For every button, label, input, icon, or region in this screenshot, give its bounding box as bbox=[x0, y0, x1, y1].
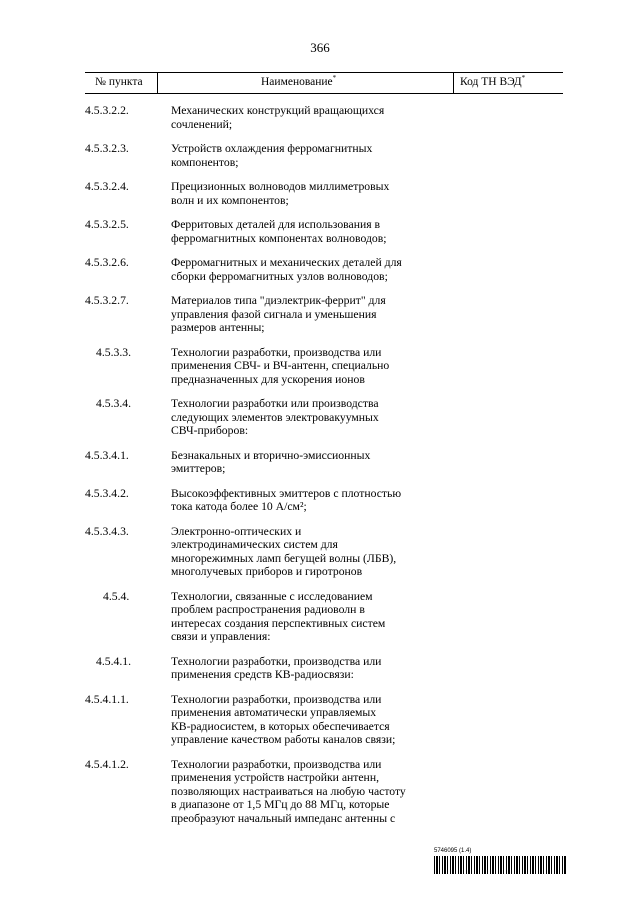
barcode-image bbox=[434, 856, 566, 874]
item-number: 4.5.3.4.2. bbox=[85, 486, 129, 500]
item-text bbox=[171, 655, 441, 682]
item-text-line: волн и их компонентов; bbox=[171, 193, 289, 207]
item-text-line: управления фазой сигнала и уменьшения bbox=[171, 307, 377, 321]
item-text-line: сочленений; bbox=[171, 117, 233, 131]
page-number: 366 bbox=[310, 40, 330, 55]
item-text-line: управление качеством работы каналов связи; bbox=[171, 733, 396, 746]
item-number: 4.5.3.4.3. bbox=[85, 524, 129, 538]
item-text-line: ферромагнитных компонентах волноводов; bbox=[171, 231, 387, 245]
item-text-line: тока катода более 10 А/см²; bbox=[171, 500, 307, 513]
item-number: 4.5.3.2.6. bbox=[85, 256, 129, 269]
item-text bbox=[171, 346, 441, 387]
item-text-line: компонентов; bbox=[171, 155, 239, 169]
table-row bbox=[85, 218, 563, 245]
item-text-line: проблем распространения радиоволн в bbox=[171, 603, 365, 616]
item-text-line: размеров антенны; bbox=[171, 321, 265, 334]
table-row bbox=[85, 104, 563, 131]
item-text-line: многолучевых приборов и гиротронов bbox=[171, 565, 363, 578]
item-number: 4.5.3.2.7. bbox=[85, 294, 129, 307]
item-text bbox=[171, 693, 441, 747]
item-text-line: эмиттеров; bbox=[171, 462, 226, 475]
header-divider bbox=[453, 73, 454, 93]
table-row bbox=[85, 449, 563, 476]
item-number: 4.5.4.1. bbox=[96, 654, 132, 668]
table-row bbox=[85, 256, 563, 283]
item-text-line: применения автоматически управляемых bbox=[171, 706, 377, 719]
item-text-line: Ферромагнитных и механических деталей для bbox=[171, 256, 402, 269]
item-text-line: преобразуют начальный импеданс антенны с bbox=[171, 811, 396, 825]
item-text-line: Материалов типа "диэлектрик-феррит" для bbox=[171, 294, 386, 307]
item-text-line: Технологии разработки или производства bbox=[171, 397, 379, 410]
table-row bbox=[85, 142, 563, 169]
item-text-line: позволяющих настраиваться на любую частоту bbox=[171, 784, 406, 798]
header-name bbox=[261, 76, 336, 88]
item-text bbox=[171, 294, 441, 335]
item-text bbox=[171, 142, 441, 169]
item-number: 4.5.3.2.5. bbox=[85, 218, 129, 231]
table-row bbox=[85, 655, 563, 682]
header-code-label: Код ТН ВЭД bbox=[460, 76, 522, 88]
item-text-line: Технологии разработки, производства или bbox=[171, 757, 382, 771]
table-row bbox=[85, 346, 563, 387]
item-text-line: связи и управления: bbox=[171, 630, 271, 643]
item-text-line: Прецизионных волноводов миллиметровых bbox=[171, 180, 390, 193]
table-row bbox=[85, 590, 563, 644]
item-text-line: Высокоэффективных эмиттеров с плотностью bbox=[171, 486, 402, 500]
table-row bbox=[85, 487, 563, 514]
item-text-line: Устройств охлаждения ферромагнитных bbox=[171, 142, 373, 155]
header-divider bbox=[157, 73, 158, 93]
item-number: 4.5.3.4. bbox=[96, 397, 132, 410]
item-text bbox=[171, 397, 441, 438]
item-text bbox=[171, 256, 441, 283]
item-text-line: следующих элементов электровакуумных bbox=[171, 410, 379, 424]
item-text bbox=[171, 218, 441, 245]
item-text bbox=[171, 104, 441, 131]
item-text bbox=[171, 449, 441, 476]
table-row bbox=[85, 180, 563, 207]
item-number: 4.5.4.1.1. bbox=[85, 692, 129, 706]
item-text bbox=[171, 758, 441, 826]
item-number: 4.5.4. bbox=[103, 589, 130, 603]
item-number: 4.5.3.2.2. bbox=[85, 104, 129, 117]
table-row bbox=[85, 397, 563, 438]
item-text-line: Технологии разработки, производства или bbox=[171, 654, 382, 668]
table-body bbox=[85, 104, 563, 836]
item-text-line: применения средств КВ-радиосвязи: bbox=[171, 668, 354, 681]
footnote-mark: * bbox=[332, 74, 337, 82]
header-code bbox=[460, 76, 525, 88]
table-header bbox=[85, 72, 563, 94]
item-text-line: применения устройств настройки антенн, bbox=[171, 771, 379, 784]
item-number: 4.5.3.2.4. bbox=[85, 180, 129, 193]
header-name-label: Наименование bbox=[261, 76, 333, 88]
item-text-line: КВ-радиосистем, в которых обеспечивается bbox=[171, 719, 390, 733]
item-text bbox=[171, 525, 441, 579]
item-number: 4.5.3.2.3. bbox=[85, 142, 129, 155]
table-row bbox=[85, 758, 563, 826]
item-text-line: предназначенных для ускорения ионов bbox=[171, 372, 365, 386]
item-text-line: Технологии разработки, производства или bbox=[171, 345, 382, 359]
item-text-line: СВЧ-приборов: bbox=[171, 424, 249, 437]
table-row bbox=[85, 294, 563, 335]
header-item-number: № пункта bbox=[95, 76, 143, 88]
table-row bbox=[85, 693, 563, 747]
item-text-line: Технологии разработки, производства или bbox=[171, 692, 382, 706]
item-text-line: в диапазоне от 1,5 МГц до 88 МГц, которые bbox=[171, 798, 390, 811]
footnote-mark: * bbox=[521, 74, 526, 82]
item-text-line: Ферритовых деталей для использования в bbox=[171, 218, 381, 231]
item-text-line: Технологии, связанные с исследованием bbox=[171, 589, 373, 603]
item-text-line: интересах создания перспективных систем bbox=[171, 616, 386, 630]
item-text bbox=[171, 180, 441, 207]
item-text-line: Механических конструкций вращающихся bbox=[171, 104, 385, 117]
item-text-line: Электронно-оптических и bbox=[171, 524, 302, 538]
barcode-label: 5746095 (1.4) bbox=[434, 848, 472, 854]
item-text-line: электродинамических систем для bbox=[171, 538, 338, 551]
table-row bbox=[85, 525, 563, 579]
item-number: 4.5.3.4.1. bbox=[85, 448, 129, 462]
item-text-line: применения СВЧ- и ВЧ-антенн, специально bbox=[171, 359, 390, 372]
item-text-line: многорежимных ламп бегущей волны (ЛБВ), bbox=[171, 551, 397, 565]
item-number: 4.5.4.1.2. bbox=[85, 757, 129, 771]
item-text-line: сборки ферромагнитных узлов волноводов; bbox=[171, 269, 388, 283]
item-text bbox=[171, 487, 441, 514]
item-number: 4.5.3.3. bbox=[96, 345, 132, 359]
item-text-line: Безнакальных и вторично-эмиссионных bbox=[171, 448, 371, 462]
item-text bbox=[171, 590, 441, 644]
